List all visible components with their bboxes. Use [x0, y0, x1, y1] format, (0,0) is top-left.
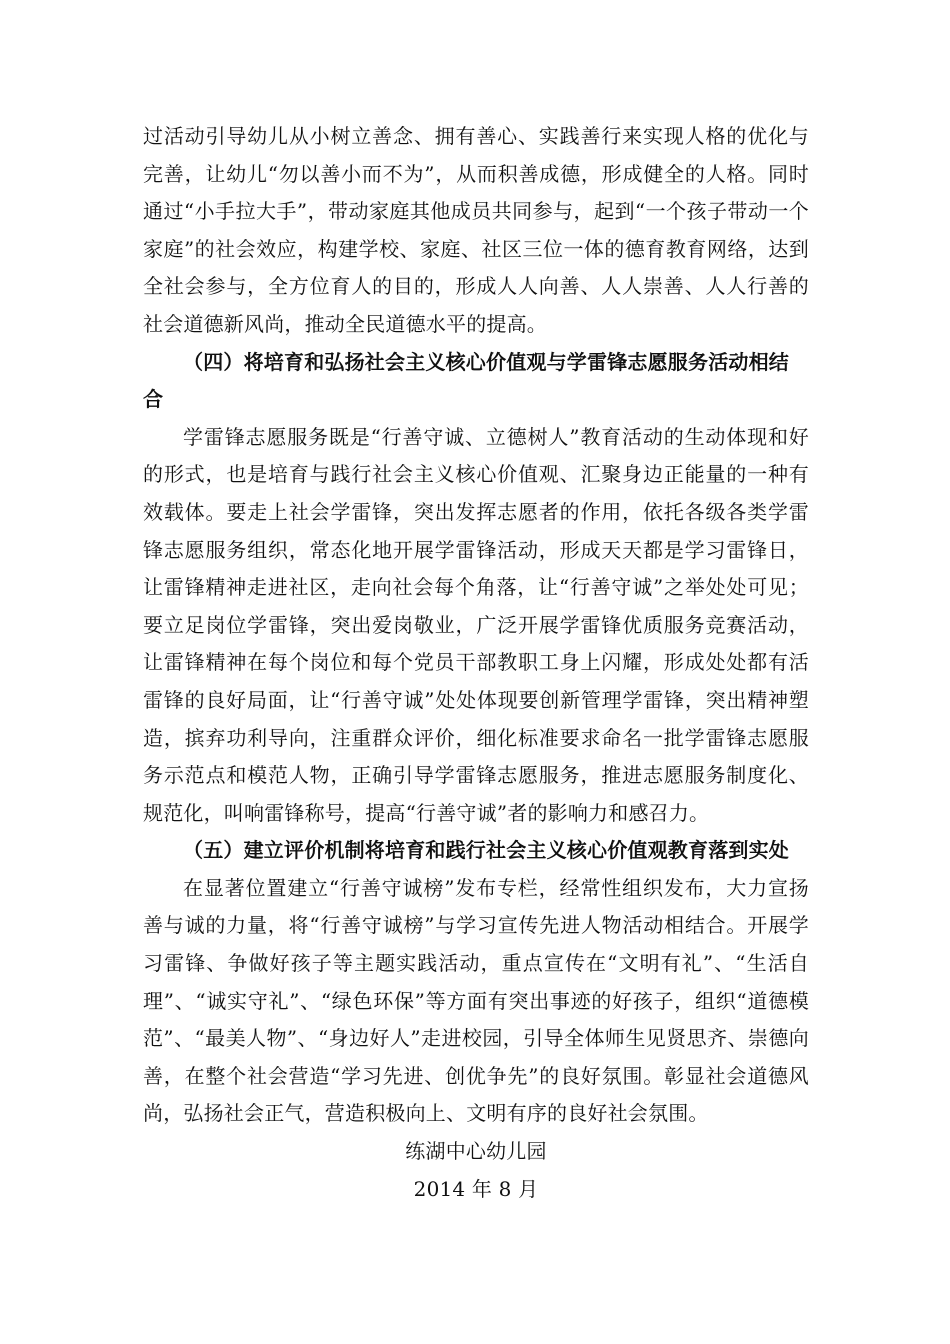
paragraph-lei-feng: 学雷锋志愿服务既是“行善守诚、立德树人”教育活动的生动体现和好的形式，也是培育与践行社会主义核心价值观、汇聚身边正能量的一种有效载体。要走上社会学雷锋，突出发挥志愿者的作用，依托各级各类学雷锋志愿服务组织，常态化地开展学雷锋活动，形成天天都是学习雷锋日，让雷锋精神走进社区，走向社会每个角落，让“行善守诚”之举处处可见；要立足岗位学雷锋，突出爱岗敬业，广泛开展学雷锋优质服务竞赛活动，让雷锋精神在每个岗位和每个党员干部教职工身上闪耀，形成处处都有活雷锋的良好局面，让“行善守诚”处处体现要创新管理学雷锋，突出精神塑造，摈弃功利导向，注重群众评价，细化标准要求命名一批学雷锋志愿服务示范点和模范人物，正确引导学雷锋志愿服务，推进志愿服务制度化、规范化，叫响雷锋称号，提高“行善守诚”者的影响力和感召力。	[143, 424, 809, 825]
signature-date: 2014 年 8 月	[413, 1176, 539, 1201]
paragraph-evaluation: 在显著位置建立“行善守诚榜”发布专栏，经常性组织发布，大力宣扬善与诚的力量，将“行善守诚榜”与学习宣传先进人物活动相结合。开展学习雷锋、争做好孩子等主题实践活动，重点宣传在“文明有礼”、“生活自理”、“诚实守礼”、“绿色环保”等方面有突出事迹的好孩子，组织“道德模范”、“最美人物”、“身边好人”走进校园，引导全体师生见贤思齐、崇德向善，在整个社会营造“学习先进、创优争先”的良好氛围。彰显社会道德风尚，弘扬社会正气，营造积极向上、文明有序的良好社会氛围。	[143, 875, 809, 1126]
section-heading-5: （五）建立评价机制将培育和践行社会主义核心价值观教育落到实处	[183, 838, 789, 863]
document-body	[143, 118, 809, 1208]
section-heading-4: （四）将培育和弘扬社会主义核心价值观与学雷锋志愿服务活动相结合	[143, 349, 789, 412]
signature-organization: 练湖中心幼儿园	[405, 1139, 547, 1164]
paragraph-continuation: 过活动引导幼儿从小树立善念、拥有善心、实践善行来实现人格的优化与完善，让幼儿“勿以善小而不为”，从而积善成德，形成健全的人格。同时通过“小手拉大手”，带动家庭其他成员共同参与，起到“一个孩子带动一个家庭”的社会效应，构建学校、家庭、社区三位一体的德育教育网络，达到全社会参与，全方位育人的目的，形成人人向善、人人崇善、人人行善的社会道德新风尚，推动全民道德水平的提高。	[143, 124, 809, 336]
